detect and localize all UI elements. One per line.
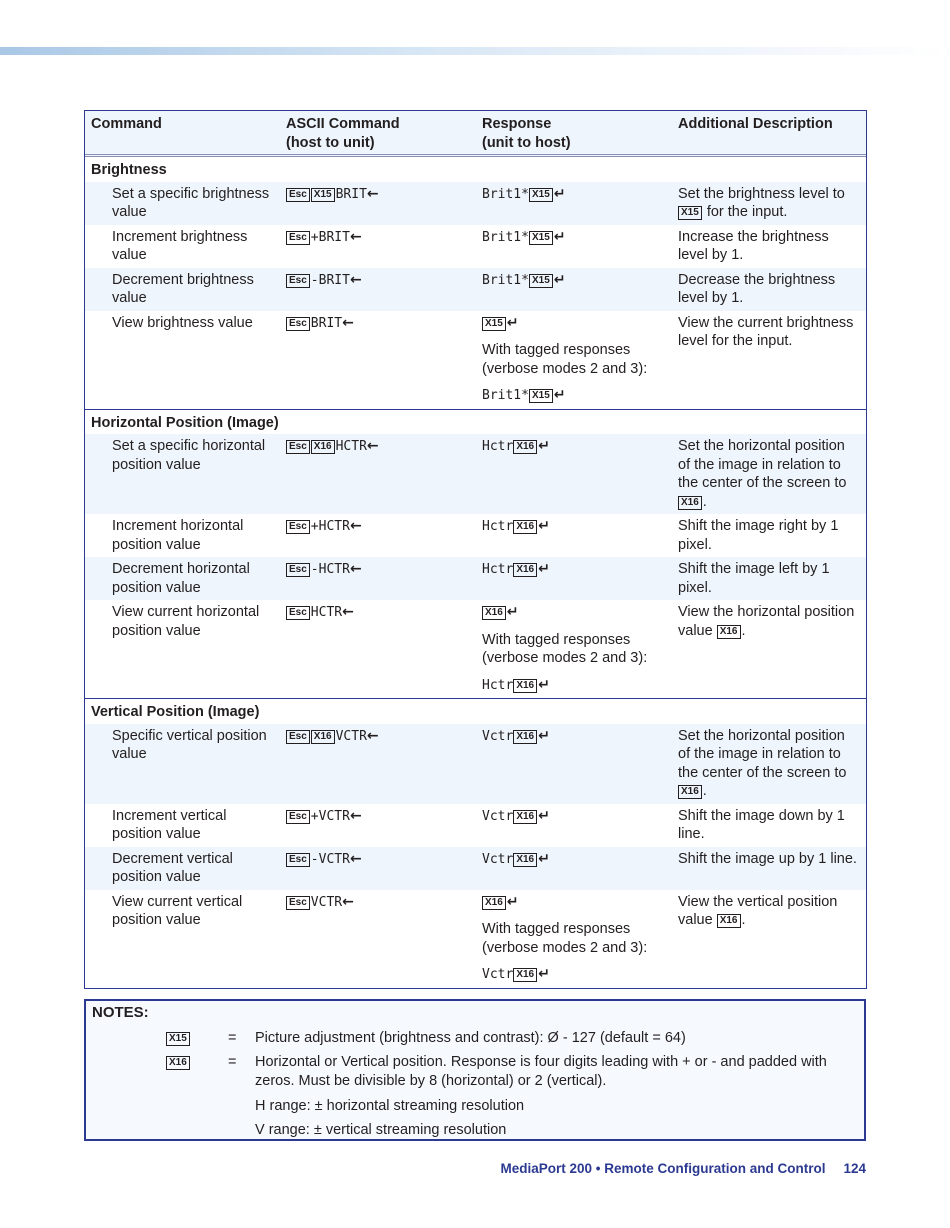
description-body: Shift the image left by 1 pixel. — [678, 561, 830, 596]
x16-key-icon: X16 — [311, 440, 335, 454]
esc-key-icon: Esc — [286, 188, 310, 202]
table-row — [85, 804, 866, 847]
x16-key-icon: X16 — [717, 625, 741, 639]
description-body: View the horizontal position value — [678, 604, 855, 639]
table-section — [85, 409, 866, 699]
return-arrow-icon: ↵ — [538, 727, 550, 744]
x15-key-icon: X15 — [529, 389, 553, 403]
note-text: Horizontal or Vertical position. Response is four digits leading with + or - and padded with zeros. Must be divisible by 8 (horizontal) or 2 (vertical). — [255, 1054, 827, 1089]
description-text — [678, 560, 859, 597]
header-ascii: ASCII Command (host to unit) — [286, 116, 400, 151]
left-arrow-icon: ← — [342, 604, 354, 620]
response-text: Hctr — [482, 519, 514, 534]
table-row — [85, 600, 866, 698]
x16-key-icon: X16 — [513, 440, 537, 454]
section-title: Brightness — [91, 162, 167, 178]
footer-product: MediaPort 200 • Remote Configuration and Control — [500, 1161, 826, 1176]
x16-key-icon: X16 — [513, 563, 537, 577]
ascii-command-text: +VCTR — [310, 808, 350, 824]
response-line — [482, 727, 672, 747]
return-arrow-icon: ↵ — [538, 676, 550, 693]
left-arrow-icon: ← — [342, 314, 354, 331]
description-text — [678, 517, 859, 554]
response-line — [482, 185, 672, 205]
tagged-response-line — [482, 386, 672, 406]
ascii-cell — [280, 271, 476, 308]
description-cell — [672, 271, 865, 308]
ascii-command-text: -VCTR — [310, 851, 350, 867]
description-text — [678, 314, 859, 351]
esc-key-icon: Esc — [286, 853, 310, 867]
ascii-cell — [280, 850, 476, 887]
page-number: 124 — [843, 1161, 866, 1176]
description-cell — [672, 314, 865, 406]
response-cell — [476, 271, 672, 308]
ascii-command-text: HCTR — [310, 605, 343, 620]
return-arrow-icon: ↵ — [538, 438, 550, 454]
ascii-cell — [280, 807, 476, 844]
table-row — [85, 847, 866, 890]
left-arrow-icon: ← — [342, 893, 354, 910]
x15-key-icon: X15 — [311, 188, 335, 202]
description-body: Decrease the brightness level by 1. — [678, 271, 836, 306]
table-header — [85, 111, 866, 157]
x16-key-icon: X16 — [513, 730, 537, 744]
table-section — [85, 698, 866, 988]
ascii-cell — [280, 603, 476, 695]
response-text: Brit1* — [482, 388, 529, 403]
description-text — [678, 807, 859, 844]
command-label: Set a specific horizontal position value — [112, 438, 266, 473]
description-cell — [672, 850, 865, 887]
note-text: Picture adjustment (brightness and contrast): Ø - 127 (default = 64) — [255, 1030, 686, 1046]
header-command: Command — [91, 116, 162, 132]
table-row — [85, 514, 866, 557]
response-text: Vctr — [482, 967, 514, 982]
ascii-command-text: VCTR — [310, 894, 343, 910]
return-arrow-icon: ↵ — [538, 850, 550, 867]
esc-key-icon: Esc — [286, 274, 310, 288]
left-arrow-icon: ← — [349, 561, 362, 577]
esc-key-icon: Esc — [286, 231, 310, 245]
command-label: Specific vertical position value — [112, 727, 267, 762]
command-label: Decrement horizontal position value — [112, 561, 250, 596]
ascii-command-text: VCTR — [335, 728, 367, 744]
response-cell — [476, 314, 672, 406]
x16-key-icon: X16 — [311, 730, 335, 744]
x15-key-icon: X15 — [529, 188, 553, 202]
command-cell — [85, 603, 280, 695]
ascii-command-text: +BRIT — [310, 229, 350, 245]
description-cell — [672, 517, 865, 554]
command-cell — [85, 850, 280, 887]
return-arrow-icon: ↵ — [553, 387, 566, 403]
esc-key-icon: Esc — [286, 896, 310, 910]
command-label: View brightness value — [112, 314, 253, 331]
ascii-cell — [280, 893, 476, 985]
response-line — [482, 893, 672, 913]
ascii-command-text: BRIT — [310, 315, 343, 331]
notes-title: NOTES: — [92, 1004, 149, 1021]
response-cell — [476, 850, 672, 887]
ascii-command-text: -HCTR — [310, 562, 350, 577]
tagged-note: With tagged responses (verbose modes 2 and 3): — [482, 631, 648, 666]
ascii-command-text: +HCTR — [310, 519, 350, 534]
description-text — [678, 603, 859, 640]
left-arrow-icon: ← — [349, 850, 362, 867]
description-text — [678, 185, 859, 222]
x15-key-icon: X15 — [482, 317, 506, 331]
command-cell — [85, 807, 280, 844]
return-arrow-icon: ↵ — [506, 893, 519, 910]
ascii-command-text: BRIT — [335, 186, 367, 202]
header-gradient-bar — [0, 47, 950, 55]
return-arrow-icon: ↵ — [538, 807, 550, 824]
response-text: Vctr — [482, 808, 514, 824]
response-cell — [476, 893, 672, 985]
table-body — [85, 157, 866, 988]
description-body: Shift the image right by 1 pixel. — [678, 518, 839, 553]
x16-key-icon: X16 — [513, 679, 537, 693]
response-text: Hctr — [482, 677, 514, 693]
response-cell — [476, 727, 672, 801]
x16-key-icon: X16 — [717, 914, 741, 928]
return-arrow-icon: ↵ — [506, 604, 519, 620]
tagged-note: With tagged responses (verbose modes 2 and 3): — [482, 921, 648, 956]
response-text: Hctr — [482, 439, 514, 454]
command-cell — [85, 271, 280, 308]
ascii-cell — [280, 437, 476, 511]
command-label: View current horizontal position value — [112, 604, 260, 639]
section-title: Vertical Position (Image) — [91, 704, 260, 720]
description-body: View the vertical position value — [678, 893, 838, 928]
return-arrow-icon: ↵ — [538, 966, 550, 982]
description-text — [678, 727, 859, 801]
response-line — [482, 271, 672, 291]
ascii-cell — [280, 517, 476, 554]
notes-box: NOTES: X15 = Picture adjustment (brightness and contrast): Ø - 127 (default = 64) X16 = Horizontal or Vertical position. Response is four digits leading with + or - and padded with zeros. Must be divisible by 8 (horizontal) or 2 (vertical). H range: ± horizontal streaming resolution V range: ± vertical streaming resolution — [84, 999, 866, 1141]
return-arrow-icon: ↵ — [538, 561, 550, 577]
x15-key-icon: X15 — [529, 274, 553, 288]
response-text: Brit1* — [482, 229, 529, 245]
command-cell — [85, 437, 280, 511]
ascii-command-text: HCTR — [335, 439, 367, 454]
left-arrow-icon: ← — [349, 271, 362, 288]
command-label: Decrement vertical position value — [112, 850, 233, 885]
response-cell — [476, 228, 672, 265]
command-label: Increment brightness value — [112, 228, 248, 263]
description-body: View the current brightness level for the input. — [678, 314, 854, 349]
response-line — [482, 603, 672, 623]
return-arrow-icon: ↵ — [553, 185, 566, 202]
x16-key-icon: X16 — [482, 896, 506, 910]
description-tail: . — [702, 783, 707, 799]
x16-key-icon: X16 — [678, 496, 702, 510]
x16-key-icon: X16 — [678, 785, 702, 799]
response-cell — [476, 560, 672, 597]
description-tail: for the input. — [702, 204, 788, 220]
description-cell — [672, 228, 865, 265]
response-cell — [476, 517, 672, 554]
response-line — [482, 437, 672, 457]
esc-key-icon: Esc — [286, 563, 310, 577]
x15-key-icon: X15 — [529, 231, 553, 245]
response-cell — [476, 603, 672, 695]
description-body: Set the horizontal position of the image in relation to the center of the screen to — [678, 438, 847, 491]
tagged-response-line — [482, 676, 672, 696]
description-tail: . — [702, 493, 707, 510]
response-text: Hctr — [482, 562, 514, 577]
description-text — [678, 437, 859, 511]
ascii-cell — [280, 228, 476, 265]
ascii-command-text: -BRIT — [310, 272, 350, 288]
esc-key-icon: Esc — [286, 520, 310, 534]
esc-key-icon: Esc — [286, 440, 310, 454]
response-line — [482, 807, 672, 827]
description-cell — [672, 185, 865, 222]
table-row — [85, 557, 866, 600]
description-body: Set the horizontal position of the image in relation to the center of the screen to — [678, 727, 847, 781]
description-cell — [672, 603, 865, 695]
left-arrow-icon: ← — [366, 185, 379, 202]
description-text — [678, 850, 859, 869]
table-row — [85, 182, 866, 225]
response-line — [482, 850, 672, 870]
description-body: Shift the image up by 1 line. — [678, 850, 857, 867]
table-row — [85, 311, 866, 409]
description-text — [678, 893, 859, 930]
x16-key-icon: X16 — [513, 810, 537, 824]
response-cell — [476, 807, 672, 844]
description-cell — [672, 893, 865, 985]
description-body: Set the brightness level to — [678, 185, 845, 202]
response-line — [482, 560, 672, 580]
ascii-cell — [280, 185, 476, 222]
table-row — [85, 268, 866, 311]
left-arrow-icon: ← — [366, 438, 379, 454]
command-cell — [85, 517, 280, 554]
page-footer — [500, 1161, 866, 1176]
tagged-response-line — [482, 965, 672, 985]
command-label: Decrement brightness value — [112, 271, 254, 306]
response-line — [482, 228, 672, 248]
description-cell — [672, 560, 865, 597]
x16-key-icon: X16 — [513, 520, 537, 534]
description-body: Increase the brightness level by 1. — [678, 228, 829, 263]
left-arrow-icon: ← — [349, 228, 362, 245]
command-cell — [85, 314, 280, 406]
response-text: Brit1* — [482, 186, 529, 202]
x15-key-icon: X15 — [678, 206, 702, 220]
response-cell — [476, 437, 672, 511]
left-arrow-icon: ← — [349, 518, 362, 534]
table-section — [85, 157, 866, 409]
esc-key-icon: Esc — [286, 317, 310, 331]
section-title: Horizontal Position (Image) — [91, 414, 279, 431]
description-body: Shift the image down by 1 line. — [678, 807, 845, 842]
description-cell — [672, 727, 865, 801]
table-row — [85, 225, 866, 268]
command-cell — [85, 727, 280, 801]
response-line — [482, 517, 672, 537]
table-row — [85, 890, 866, 988]
return-arrow-icon: ↵ — [538, 518, 550, 534]
left-arrow-icon: ← — [349, 807, 362, 824]
key-x16-icon: X16 — [166, 1056, 190, 1070]
command-label: Increment vertical position value — [112, 807, 227, 842]
response-line — [482, 314, 672, 334]
return-arrow-icon: ↵ — [553, 228, 566, 245]
esc-key-icon: Esc — [286, 606, 310, 620]
command-cell — [85, 560, 280, 597]
response-cell — [476, 185, 672, 222]
esc-key-icon: Esc — [286, 730, 310, 744]
description-tail: . — [741, 912, 746, 928]
return-arrow-icon: ↵ — [506, 314, 519, 331]
table-row — [85, 724, 866, 804]
description-cell — [672, 807, 865, 844]
left-arrow-icon: ← — [366, 727, 379, 744]
ascii-cell — [280, 560, 476, 597]
x16-key-icon: X16 — [513, 853, 537, 867]
esc-key-icon: Esc — [286, 810, 310, 824]
description-text — [678, 271, 859, 308]
return-arrow-icon: ↵ — [553, 271, 566, 288]
response-text: Brit1* — [482, 272, 529, 288]
command-cell — [85, 893, 280, 985]
description-cell — [672, 437, 865, 511]
key-x15-icon: X15 — [166, 1032, 190, 1046]
command-cell — [85, 185, 280, 222]
response-text: Vctr — [482, 851, 514, 867]
description-text — [678, 228, 859, 265]
command-label: View current vertical position value — [112, 893, 243, 928]
command-label: Increment horizontal position value — [112, 518, 244, 553]
response-text: Vctr — [482, 728, 514, 744]
command-table — [84, 110, 867, 989]
x16-key-icon: X16 — [513, 968, 537, 982]
command-cell — [85, 228, 280, 265]
ascii-cell — [280, 314, 476, 406]
table-row — [85, 434, 866, 514]
x16-key-icon: X16 — [482, 606, 506, 620]
description-tail: . — [741, 622, 746, 639]
ascii-cell — [280, 727, 476, 801]
header-description: Additional Description — [678, 116, 833, 132]
command-label: Set a specific brightness value — [112, 185, 270, 220]
tagged-note: With tagged responses (verbose modes 2 and 3): — [482, 342, 648, 377]
header-response: Response (unit to host) — [482, 116, 571, 151]
